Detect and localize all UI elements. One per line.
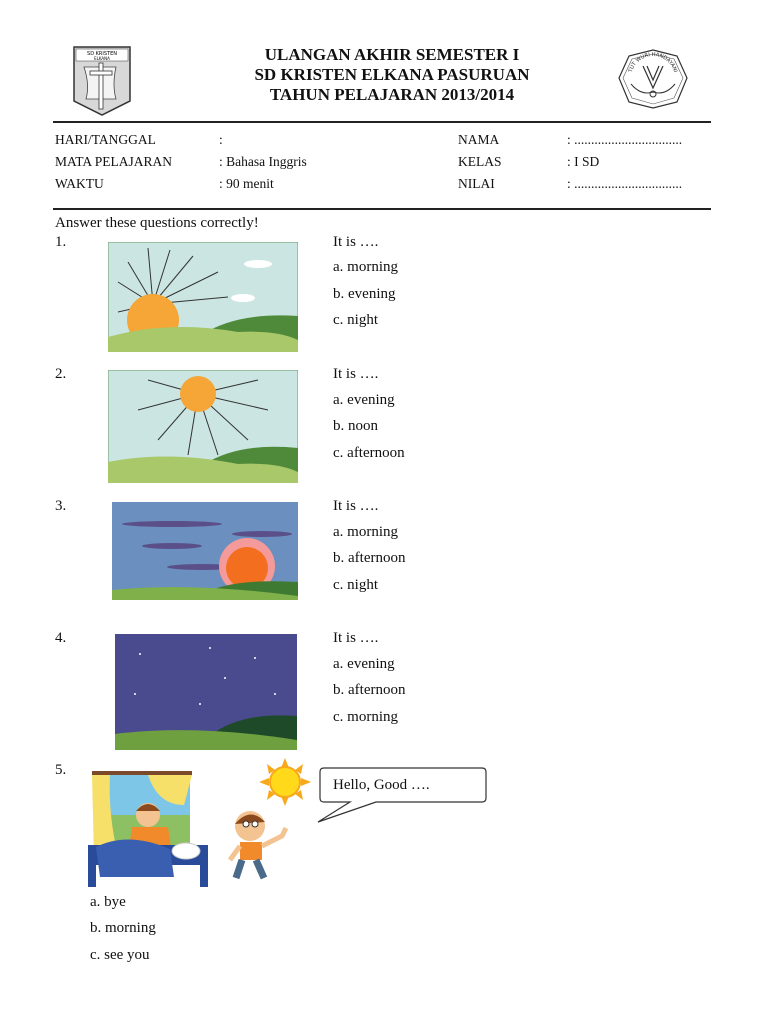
waktu-value: : 90 menit xyxy=(219,176,274,191)
hari-tanggal-label: HARI/TANGGAL xyxy=(55,132,156,147)
svg-text:SD KRISTEN: SD KRISTEN xyxy=(87,51,117,57)
instruction: Answer these questions correctly! xyxy=(55,215,259,231)
mata-pelajaran-value: : Bahasa Inggris xyxy=(219,154,307,169)
option-b[interactable]: b. afternoon xyxy=(333,682,406,698)
nilai-value: : ................................ xyxy=(567,176,683,191)
option-b[interactable]: b. noon xyxy=(333,418,378,434)
question-number: 4. xyxy=(55,630,67,646)
option-c[interactable]: c. see you xyxy=(90,947,150,963)
night-scene-image xyxy=(115,634,297,750)
nilai-label: NILAI xyxy=(458,176,495,191)
option-c[interactable]: c. night xyxy=(333,312,378,328)
option-a[interactable]: a. morning xyxy=(333,259,398,275)
speech-bubble xyxy=(316,766,488,824)
school-name: SD KRISTEN ELKANA PASURUAN xyxy=(254,65,530,84)
hari-tanggal-value: : xyxy=(219,132,223,147)
kelas-label: KELAS xyxy=(458,154,502,169)
option-b[interactable]: b. afternoon xyxy=(333,550,406,566)
evening-scene-image xyxy=(112,502,298,600)
option-b[interactable]: b. morning xyxy=(90,920,156,936)
morning-scene-image xyxy=(108,242,298,352)
waving-boy-image xyxy=(222,808,297,883)
option-c[interactable]: c. afternoon xyxy=(333,445,405,461)
question-number: 1. xyxy=(55,234,67,250)
question-stem: It is …. xyxy=(333,630,379,646)
option-a[interactable]: a. evening xyxy=(333,656,395,672)
exam-title: ULANGAN AKHIR SEMESTER I xyxy=(264,45,520,64)
option-a[interactable]: a. evening xyxy=(333,392,395,408)
boy-waking-in-bed-image xyxy=(88,765,213,887)
option-b[interactable]: b. evening xyxy=(333,286,396,302)
question-stem: It is …. xyxy=(333,234,379,250)
sun-icon xyxy=(255,758,315,806)
option-a[interactable]: a. morning xyxy=(333,524,398,540)
svg-text:ELKANA: ELKANA xyxy=(94,56,110,61)
tut-wuri-handayani-logo xyxy=(617,48,689,110)
question-number: 5. xyxy=(55,762,67,778)
question-stem: It is …. xyxy=(333,498,379,514)
info-divider xyxy=(53,208,711,210)
option-c[interactable]: c. morning xyxy=(333,709,398,725)
option-a[interactable]: a. bye xyxy=(90,894,126,910)
speech-bubble-text: Hello, Good …. xyxy=(333,777,430,793)
question-number: 2. xyxy=(55,366,67,382)
mata-pelajaran-label: MATA PELAJARAN xyxy=(55,154,173,169)
right-logo-motto: TUT WURI HANDAYANI xyxy=(627,51,679,74)
noon-scene-image xyxy=(108,370,298,483)
question-number: 3. xyxy=(55,498,67,514)
option-c[interactable]: c. night xyxy=(333,577,378,593)
waktu-label: WAKTU xyxy=(55,176,104,191)
nama-label: NAMA xyxy=(458,132,500,147)
kelas-value: : I SD xyxy=(567,154,600,169)
nama-value: : ................................ xyxy=(567,132,683,147)
question-stem: It is …. xyxy=(333,366,379,382)
header-divider xyxy=(53,121,711,123)
academic-year: TAHUN PELAJARAN 2013/2014 xyxy=(269,85,515,104)
